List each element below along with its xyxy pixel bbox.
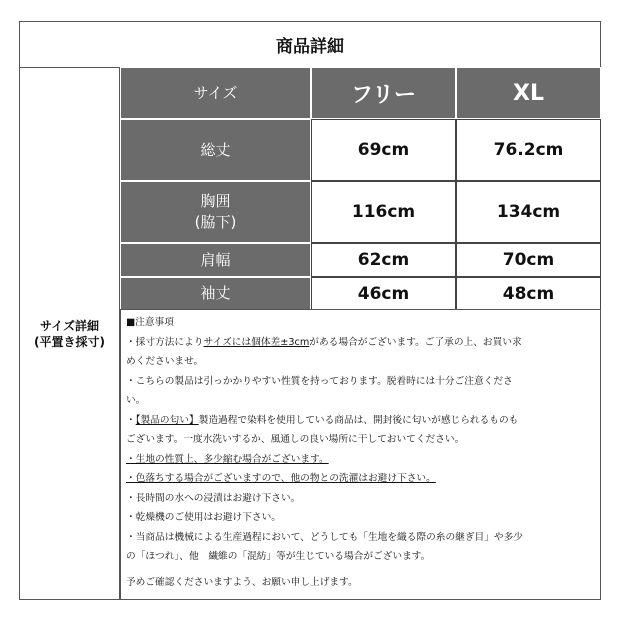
cell-shoulder-free: 62cm — [311, 243, 456, 277]
row-label-chest-line1: 胸囲 — [200, 192, 231, 210]
notes-section — [120, 309, 601, 600]
note-manufacturing-cont: の「ほつれ」、他 繊維の「混紡」等が生じている場合がございます。 — [126, 551, 431, 562]
cell-length-xl: 76.2cm — [456, 119, 601, 181]
note-odor-cont: ございます。一度水洗いするか、風通しの良い場所に干しておいてください。 — [126, 434, 465, 445]
size-header-free: フリー — [311, 67, 456, 119]
cell-sleeve-free: 46cm — [311, 277, 456, 310]
row-label-sleeve: 袖丈 — [120, 277, 311, 310]
note-manufacturing: ・当商品は機械による生産過程において、どうしても「生地を織る際の糸の継ぎ目」や多少 — [126, 531, 523, 543]
size-header-label: サイズ — [120, 67, 311, 119]
note-color-bleed: ・色落ちする場合がございますので、他の物との洗濯はお避け下さい。 — [126, 473, 436, 484]
row-label-shoulder: 肩幅 — [120, 243, 311, 277]
row-label-chest — [120, 181, 311, 243]
notes-heading: ■注意事項 — [126, 317, 174, 328]
row-label-length: 総丈 — [120, 119, 311, 181]
note-shrink: ・生地の性質上、多少縮む場合がございます。 — [126, 453, 329, 465]
cell-shoulder-xl: 70cm — [456, 243, 601, 277]
cell-chest-xl: 134cm — [456, 181, 601, 243]
note-soak: ・長時間の水への浸漬はお避け下さい。 — [126, 492, 301, 504]
notes-closing: 予めご確認くださいますよう、お願い申し上げます。 — [126, 576, 358, 588]
size-detail-label-line1: サイズ詳細 — [39, 318, 100, 333]
note-odor: ・【製品の匂い】製造過程で染料を使用している商品は、開封後に匂いが感じられるものも — [126, 414, 519, 426]
note-measurement: ・採寸方法によりサイズには個体差±3cmがある場合がございます。ご了承の上、お買い求 — [126, 336, 522, 348]
row-label-chest-line2: (脇下) — [194, 213, 237, 231]
size-detail-label-line2: (平置き採寸) — [34, 334, 105, 349]
note-snag: ・こちらの製品は引っかかりやすい性質を持っております。脱着時には十分ご注意くださ — [126, 375, 513, 387]
note-snag-cont: い。 — [126, 395, 146, 406]
size-detail-label — [19, 67, 120, 600]
cell-length-free: 69cm — [311, 119, 456, 181]
size-header-xl: XL — [456, 67, 601, 119]
note-measurement-cont: めくださいませ。 — [126, 356, 204, 367]
cell-sleeve-xl: 48cm — [456, 277, 601, 310]
note-dryer: ・乾燥機のご使用はお避け下さい。 — [126, 512, 281, 523]
page-title: 商品詳細 — [19, 21, 601, 68]
cell-chest-free: 116cm — [311, 181, 456, 243]
